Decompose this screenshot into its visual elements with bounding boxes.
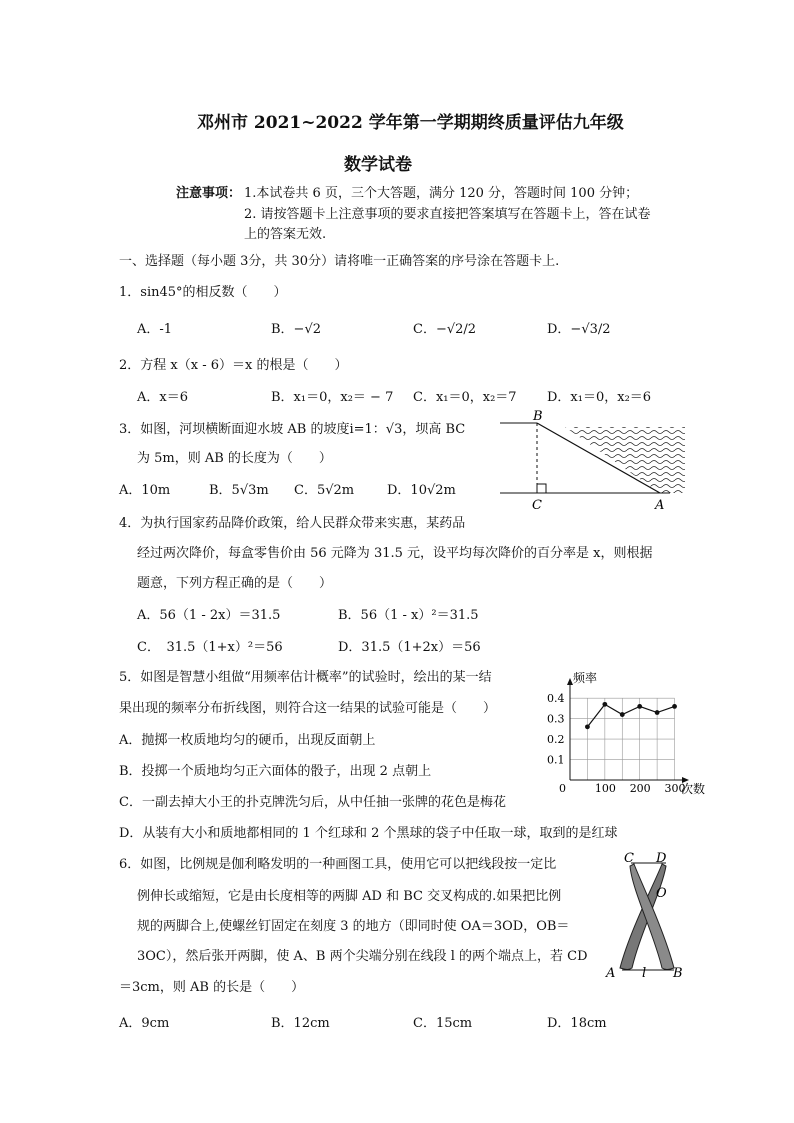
q6-stem-line-1: 6．如图，比例规是伽利略发明的一种画图工具，使用它可以把线段按一定比 bbox=[119, 857, 557, 872]
x-tick-label: 300 bbox=[664, 782, 686, 795]
q6-stem-line-3: 规的两脚合上,使螺丝钉固定在刻度 3 的地方（即同时使 OA＝3OD，OB＝ bbox=[137, 919, 570, 934]
q6-option-b: B．12cm bbox=[271, 1016, 330, 1031]
q3-option-a: A．10m bbox=[119, 483, 171, 498]
q6-stem-line-5: ＝3cm，则 AB 的长是（ ） bbox=[119, 980, 305, 995]
q4-option-c: C． 31.5（1+x）²＝56 bbox=[137, 640, 283, 655]
q4-option-b: B．56（1 - x）²＝31.5 bbox=[338, 608, 479, 623]
q6-option-d: D．18cm bbox=[547, 1016, 607, 1031]
q1-option-b: B．−√2 bbox=[271, 322, 322, 337]
q4-option-a: A．56（1 - 2x）＝31.5 bbox=[137, 608, 281, 623]
leg-bc bbox=[630, 864, 674, 970]
y-axis-label: 频率 bbox=[573, 671, 598, 685]
q2-option-d: D．x₁＝0，x₂＝6 bbox=[547, 390, 652, 405]
frequency-chart bbox=[545, 668, 725, 803]
label-a: A bbox=[606, 966, 616, 981]
label-c: C bbox=[624, 851, 634, 866]
proportional-compass-figure bbox=[600, 850, 690, 985]
data-point bbox=[602, 702, 607, 707]
q4-stem-line-3: 题意，下列方程正确的是（ ） bbox=[137, 576, 333, 591]
x-tick-label: 200 bbox=[629, 782, 651, 795]
right-angle-mark bbox=[537, 484, 546, 493]
q6-option-a: A．9cm bbox=[119, 1016, 170, 1031]
q3-stem-line-2: 为 5m，则 AB 的长度为（ ） bbox=[137, 451, 332, 466]
q1-option-d: D．−√3/2 bbox=[547, 322, 611, 337]
q5-option-d: D．从装有大小和质地都相同的 1 个红球和 2 个黑球的袋子中任取一球，取到的是红球 bbox=[119, 826, 618, 841]
q6-stem-line-4: 3OC），然后张开两脚，使 A、B 两个尖端分别在线段 l 的两个端点上，若 CD bbox=[137, 949, 588, 964]
section-heading: 一、选择题（每小题 3分，共 30分）请将唯一正确答案的序号涂在答题卡上. bbox=[119, 254, 560, 269]
y-tick-label: 0.4 bbox=[547, 692, 565, 706]
q3-option-d: D．10√2m bbox=[387, 483, 456, 498]
q3-stem-line-1: 3．如图，河坝横断面迎水坡 AB 的坡度i=1：√3，坝高 BC bbox=[119, 422, 466, 437]
label-b: B bbox=[673, 966, 683, 981]
label-c: C bbox=[532, 498, 542, 513]
y-tick-label: 0.1 bbox=[547, 753, 565, 767]
exam-subtitle: 数学试卷 bbox=[344, 155, 412, 175]
q4-stem-line-1: 4．为执行国家药品降价政策，给人民群众带来实惠，某药品 bbox=[119, 516, 466, 531]
data-point bbox=[672, 704, 677, 709]
q1-option-c: C．−√2/2 bbox=[413, 322, 477, 337]
notice-item-1: 1.本试卷共 6 页，三个大答题，满分 120 分，答题时间 100 分钟； bbox=[244, 186, 639, 201]
q6-stem-line-2: 例伸长或缩短，它是由长度相等的两脚 AD 和 BC 交叉构成的.如果把比例 bbox=[137, 889, 562, 904]
q5-stem-line-2: 果出现的频率分布折线图，则符合这一结果的试验可能是（ ） bbox=[119, 701, 497, 716]
q2-option-b: B．x₁＝0，x₂＝ − 7 bbox=[271, 390, 394, 405]
q6-option-c: C．15cm bbox=[413, 1016, 473, 1031]
q5-option-c: C．一副去掉大小王的扑克牌洗匀后，从中任抽一张牌的花色是梅花 bbox=[119, 795, 506, 810]
q2-stem: 2．方程 x（x - 6）＝x 的根是（ ） bbox=[119, 358, 348, 373]
data-point bbox=[637, 704, 642, 709]
notice-label: 注意事项： bbox=[176, 186, 242, 201]
q3-option-b: B．5√3m bbox=[209, 483, 269, 498]
x-tick-label: 100 bbox=[594, 782, 616, 795]
frequency-series-line bbox=[587, 704, 674, 726]
label-a: A bbox=[655, 498, 665, 513]
exam-title: 邓州市 2021~2022 学年第一学期期终质量评估九年级 bbox=[197, 113, 624, 133]
water-area bbox=[565, 427, 685, 493]
y-tick-label: 0.2 bbox=[547, 733, 565, 747]
label-l: l bbox=[642, 966, 647, 981]
q5-stem-line-1: 5．如图是智慧小组做“用频率估计概率”的试验时，绘出的某一结 bbox=[119, 670, 492, 685]
label-o: O bbox=[656, 886, 667, 901]
q4-stem-line-2: 经过两次降价，每盒零售价由 56 元降为 31.5 元，设平均每次降价的百分率是 x，则根据 bbox=[137, 546, 653, 561]
q5-option-a: A．抛掷一枚质地均匀的硬币，出现反面朝上 bbox=[119, 733, 376, 748]
label-d: D bbox=[656, 851, 667, 866]
q5-option-b: B．投掷一个质地均匀正六面体的骰子，出现 2 点朝上 bbox=[119, 764, 432, 779]
notice-item-2-line-1: 2. 请按答题卡上注意事项的要求直接把答案填写在答题卡上，答在试卷 bbox=[244, 207, 651, 222]
q1-stem: 1．sin45°的相反数（ ） bbox=[119, 285, 287, 300]
q3-option-c: C．5√2m bbox=[294, 483, 355, 498]
q2-option-a: A．x＝6 bbox=[137, 390, 188, 405]
dam-figure bbox=[495, 405, 695, 515]
q1-option-a: A．-1 bbox=[137, 322, 173, 337]
data-point bbox=[620, 712, 625, 717]
data-point bbox=[655, 710, 660, 715]
label-b: B bbox=[533, 409, 543, 424]
notice-item-2-line-2: 上的答案无效. bbox=[244, 227, 327, 242]
q2-option-c: C．x₁＝0，x₂＝7 bbox=[413, 390, 517, 405]
q4-option-d: D．31.5（1+2x）＝56 bbox=[338, 640, 481, 655]
origin-label: 0 bbox=[559, 782, 566, 795]
y-tick-label: 0.3 bbox=[547, 712, 565, 726]
x-axis-label: 次数 bbox=[681, 782, 706, 796]
data-point bbox=[585, 724, 590, 729]
